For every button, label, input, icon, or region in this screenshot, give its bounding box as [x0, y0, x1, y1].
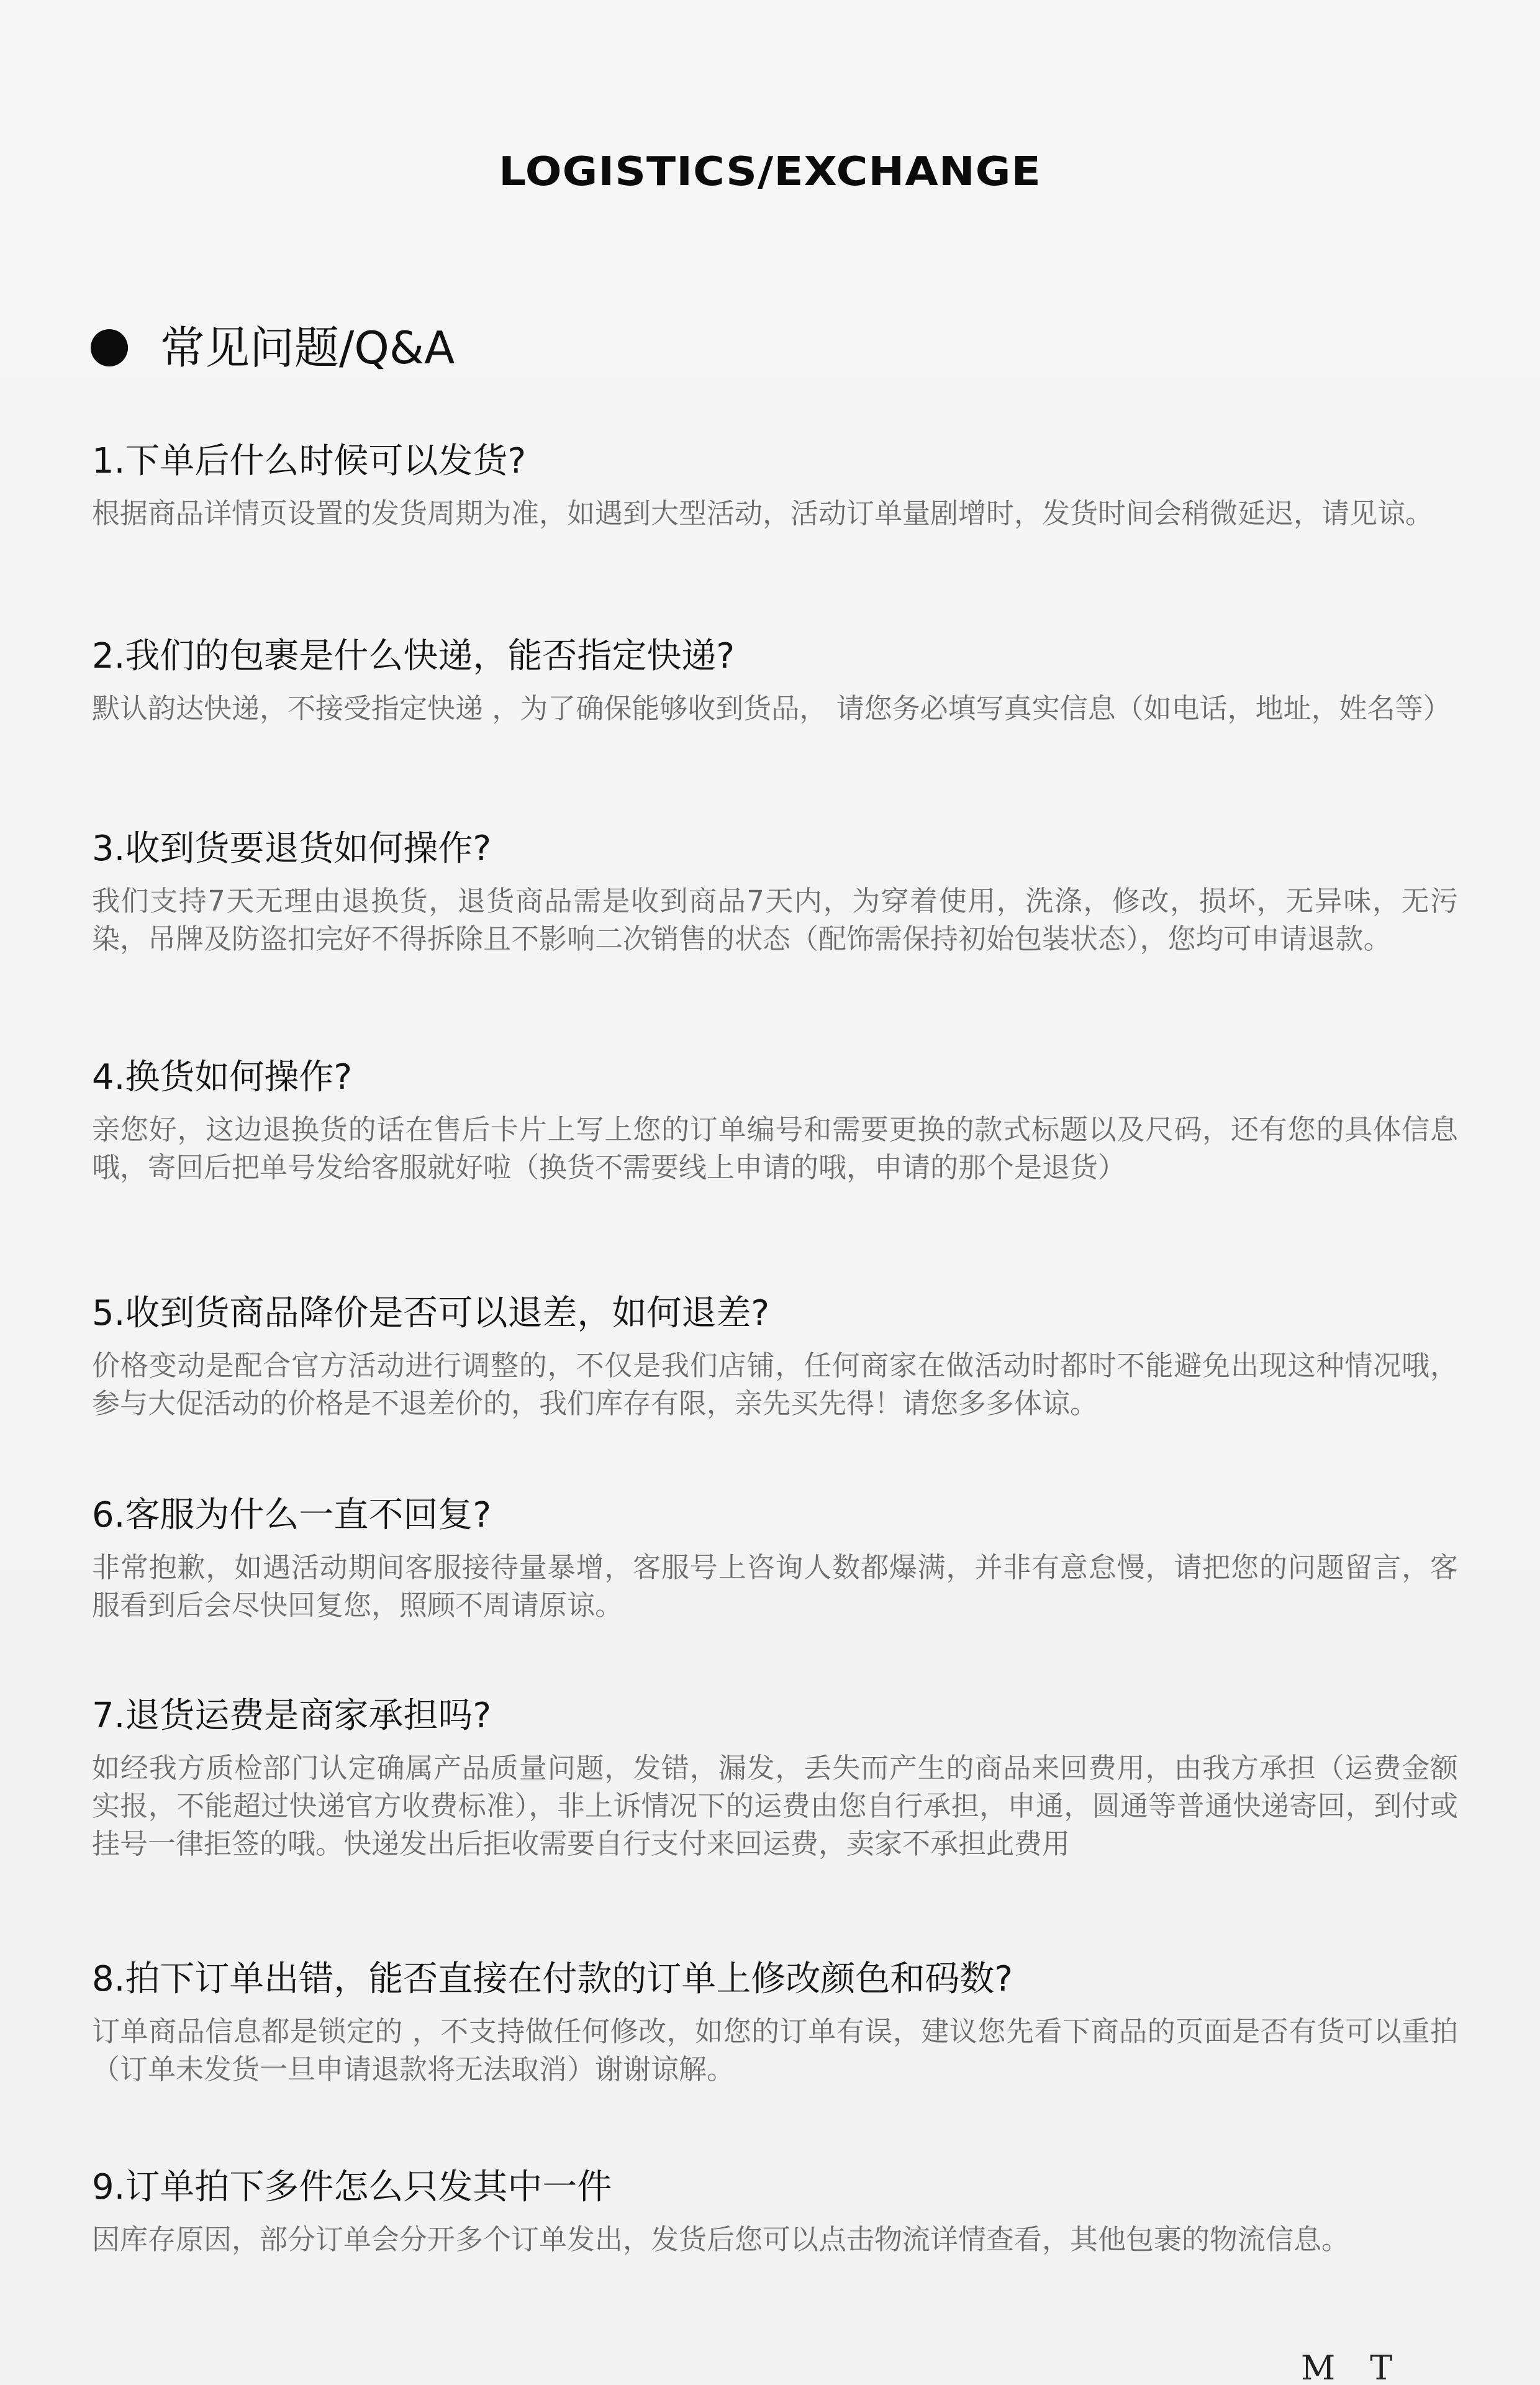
brand-letter: T [1370, 2348, 1393, 2385]
answer: 根据商品详情页设置的发货周期为准，如遇到大型活动，活动订单量剧增时，发货时间会稍微延迟，请见谅。 [92, 497, 1434, 530]
answer: 我们支持7天无理由退换货，退货商品需是收到商品7天内，为穿着使用，洗涤，修改，损坏，无异味，无污染，吊牌及防盗扣完好不得拆除且不影响二次销售的状态（配饰需保持初始包装状态），您均可申请退款。 [92, 884, 1458, 955]
qa-item [92, 1056, 1458, 1186]
qa-item [92, 1494, 1458, 1624]
answer: 因库存原因，部分订单会分开多个订单发出，发货后您可以点击物流详情查看，其他包裹的物流信息。 [92, 2223, 1350, 2256]
qa-item [92, 827, 1458, 958]
answer: 默认韵达快递，不接受指定快递 ，为了确保能够收到货品， 请您务必填写真实信息（如电话，地址，姓名等） [92, 692, 1451, 725]
question: 9.订单拍下多件怎么只发其中一件 [92, 2167, 612, 2207]
question: 7.退货运费是商家承担吗? [92, 1696, 492, 1736]
qa-item [92, 1958, 1458, 2088]
section-header [91, 314, 455, 382]
page-title: LOGISTICS/EXCHANGE [499, 149, 1041, 195]
answer: 亲您好，这边退换货的话在售后卡片上写上您的订单编号和需要更换的款式标题以及尺码，还有您的具体信息哦，寄回后把单号发给客服就好啦（换货不需要线上申请的哦，申请的那个是退货） [92, 1113, 1458, 1184]
qa-item [92, 635, 1458, 727]
question: 3.收到货要退货如何操作? [92, 829, 492, 869]
brand-letter: M [1301, 2348, 1336, 2385]
qa-item [92, 1694, 1458, 1863]
answer: 非常抱歉，如遇活动期间客服接待量暴增，客服号上咨询人数都爆满，并非有意怠慢，请把您的问题留言，客服看到后会尽快回复您，照顾不周请原谅。 [92, 1551, 1458, 1622]
question: 5.收到货商品降价是否可以退差，如何退差? [92, 1293, 770, 1333]
answer: 如经我方质检部门认定确属产品质量问题，发错，漏发，丢失而产生的商品来回费用，由我方承担（运费金额实报，不能超过快递官方收费标准），非上诉情况下的运费由您自行承担，申通，圆通等普通快递寄回，到付或挂号一律拒签的哦。快递发出后拒收需要自行支付来回运费，卖家不承担此费用 [92, 1751, 1458, 1860]
question: 2.我们的包裹是什么快递，能否指定快递? [92, 636, 735, 676]
qa-item [92, 1292, 1458, 1422]
filled-circle-icon [91, 329, 128, 366]
qa-item [92, 2166, 1458, 2258]
answer: 订单商品信息都是锁定的 ，不支持做任何修改，如您的订单有误，建议您先看下商品的页面是否有货可以重拍（订单未发货一旦申请退款将无法取消）谢谢谅解。 [92, 2015, 1458, 2086]
question: 4.换货如何操作? [92, 1057, 353, 1097]
question: 8.拍下订单出错，能否直接在付款的订单上修改颜色和码数? [92, 1959, 1013, 1999]
brand-logo [1301, 2348, 1393, 2385]
qa-item [92, 440, 1458, 532]
question: 6.客服为什么一直不回复? [92, 1495, 492, 1535]
section-title: 常见问题/Q&A [160, 322, 455, 374]
question: 1.下单后什么时候可以发货? [92, 441, 527, 481]
answer: 价格变动是配合官方活动进行调整的，不仅是我们店铺，任何商家在做活动时都时不能避免出现这种情况哦，参与大促活动的价格是不退差价的，我们库存有限，亲先买先得！请您多多体谅。 [92, 1349, 1458, 1420]
